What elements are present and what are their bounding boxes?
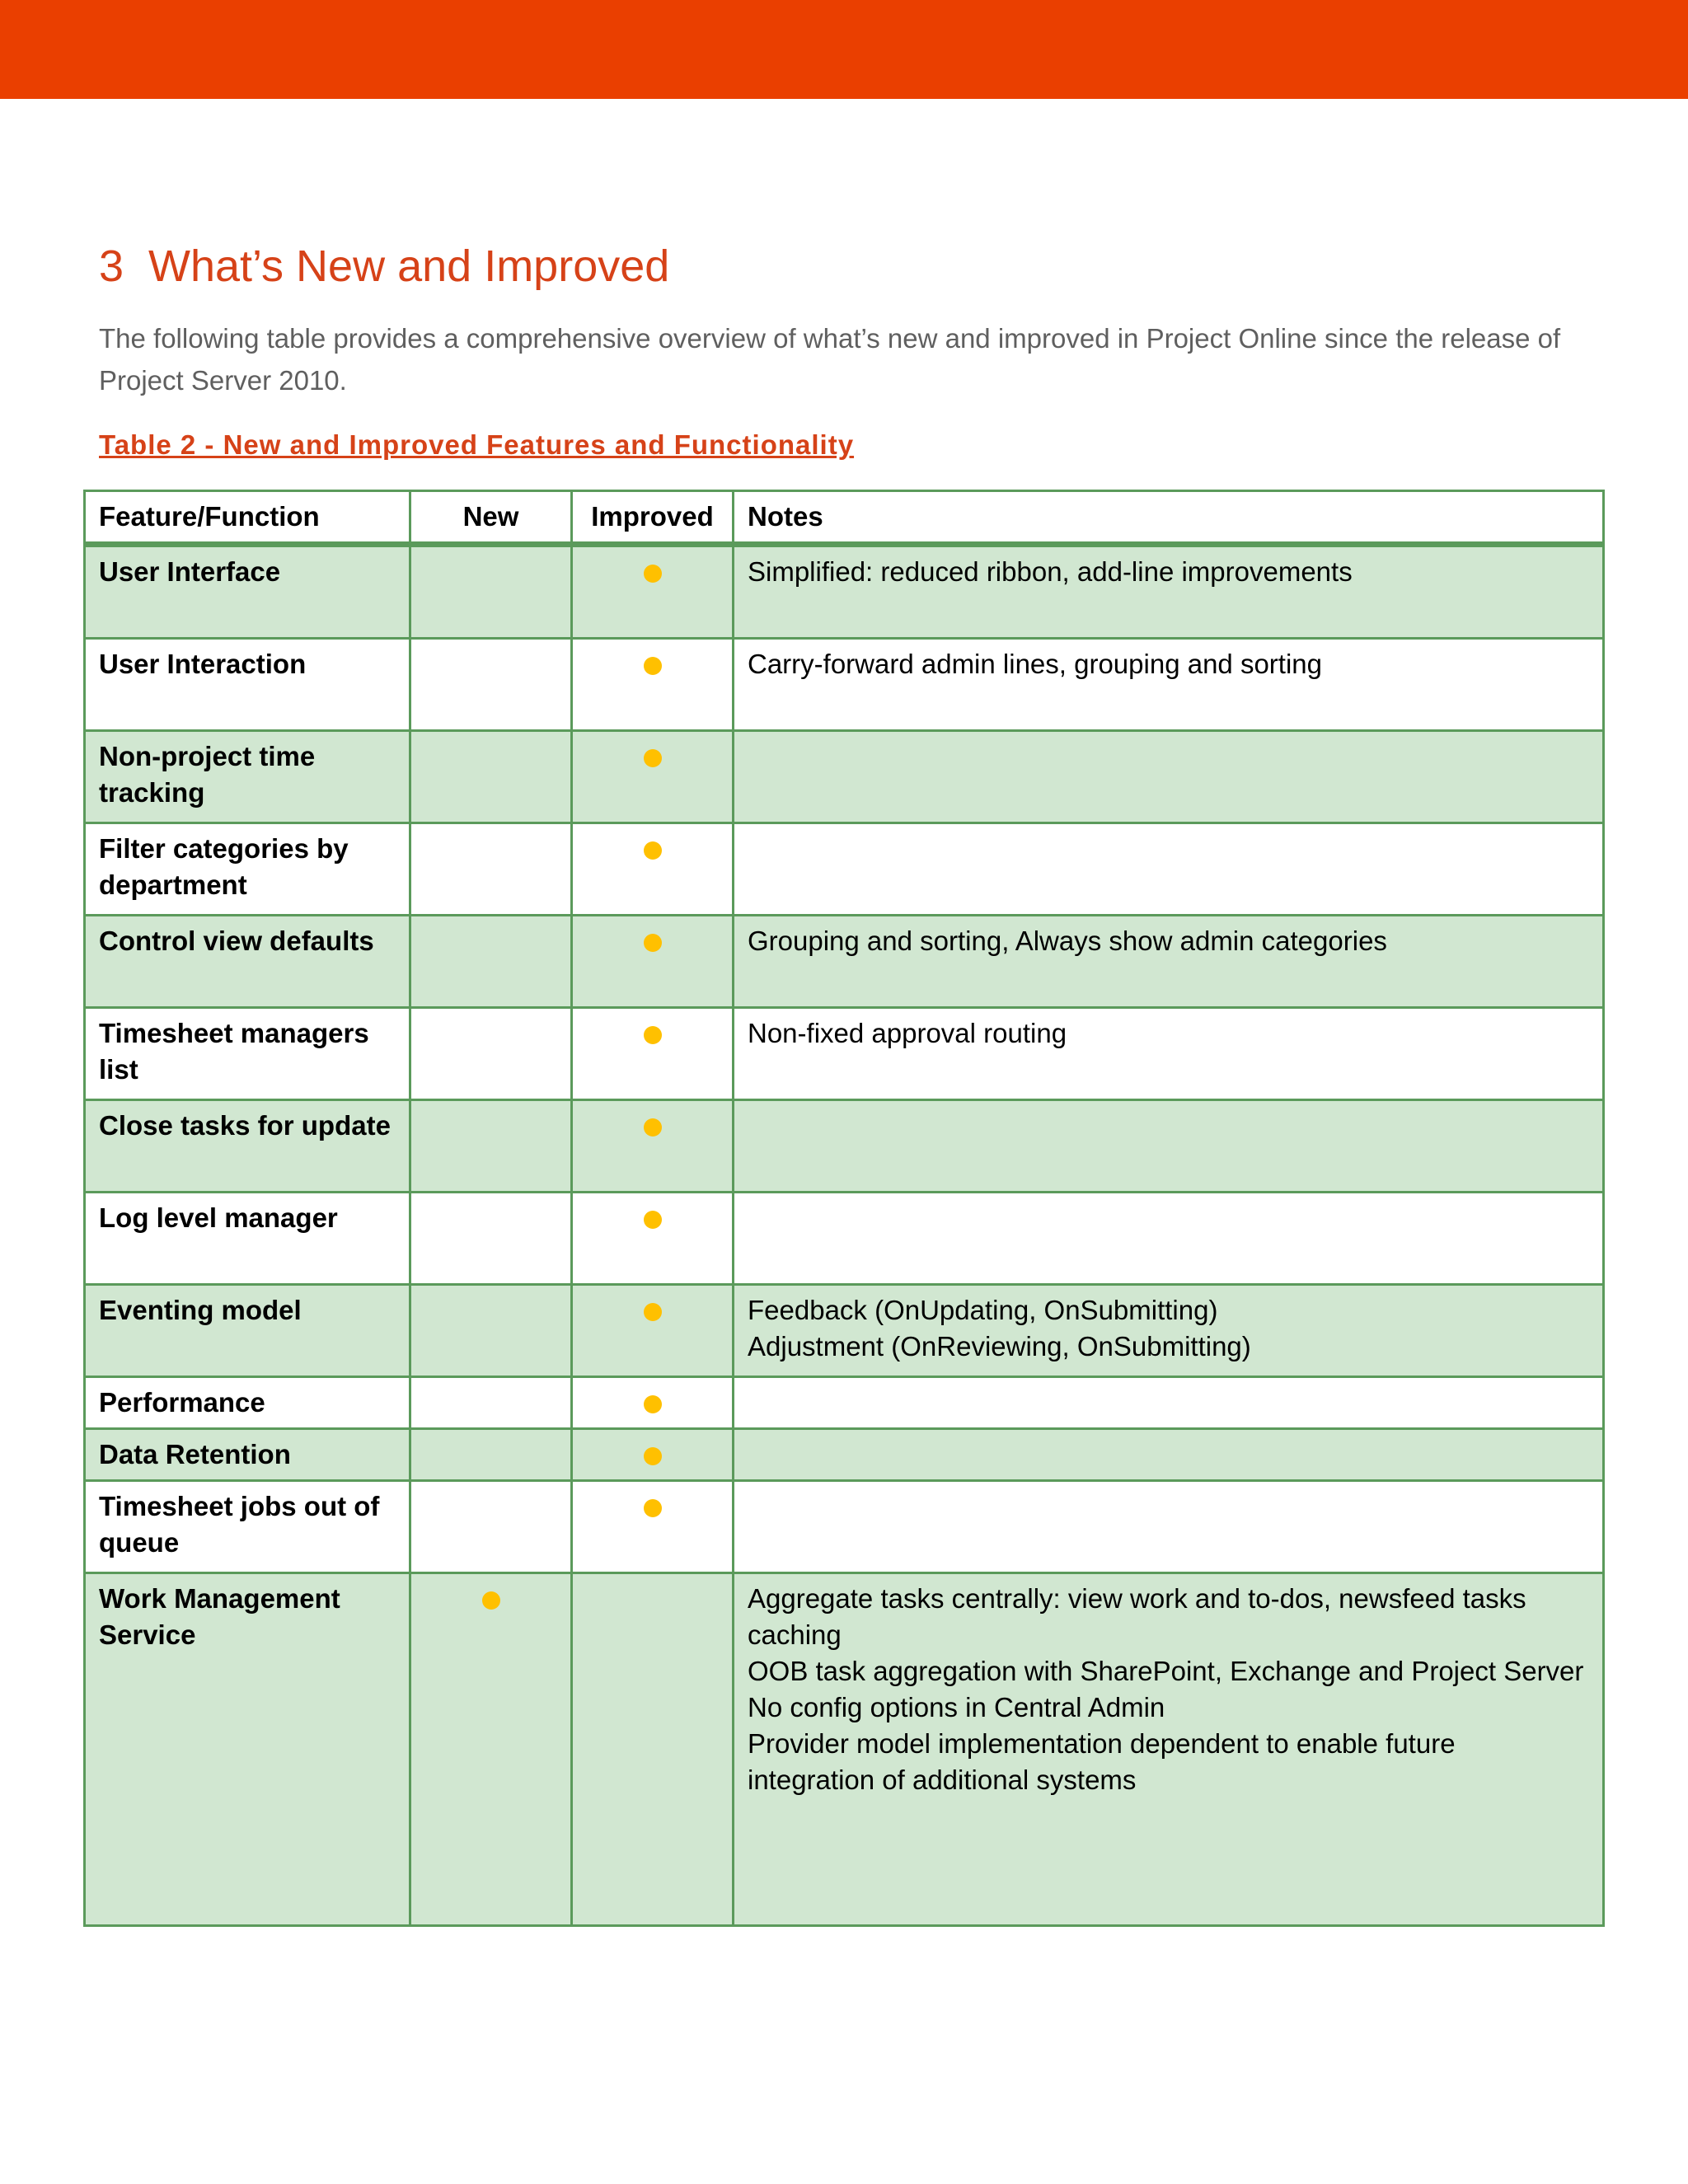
note-line: Non-fixed approval routing <box>748 1018 1067 1048</box>
feature-cell: Work Management Service <box>85 1573 410 1926</box>
dot-icon <box>644 1303 662 1321</box>
note-line: OOB task aggregation with SharePoint, Exchange and Project Server <box>748 1656 1584 1686</box>
improved-cell <box>572 1100 734 1193</box>
dot-icon <box>644 841 662 860</box>
section-heading <box>99 237 669 295</box>
new-cell <box>410 1429 572 1481</box>
new-cell <box>410 1573 572 1926</box>
header-feature: Feature/Function <box>85 491 410 545</box>
feature-cell: Control view defaults <box>85 916 410 1008</box>
table-header-row <box>85 491 1604 545</box>
new-cell <box>410 545 572 639</box>
header-notes: Notes <box>734 491 1604 545</box>
feature-cell: User Interface <box>85 545 410 639</box>
table-row <box>85 823 1604 916</box>
feature-cell: Timesheet jobs out of queue <box>85 1481 410 1573</box>
new-cell <box>410 1481 572 1573</box>
dot-icon <box>644 749 662 767</box>
notes-cell <box>734 916 1604 1008</box>
table-row <box>85 1193 1604 1285</box>
dot-icon <box>644 1118 662 1137</box>
intro-paragraph: The following table provides a comprehensive overview of what’s new and improved in Project Online since the release of Project Server 2010. <box>99 323 1561 396</box>
notes-cell <box>734 1008 1604 1100</box>
feature-cell: Log level manager <box>85 1193 410 1285</box>
feature-cell: Close tasks for update <box>85 1100 410 1193</box>
dot-icon <box>644 657 662 675</box>
new-cell <box>410 916 572 1008</box>
table-row <box>85 639 1604 731</box>
improved-cell <box>572 1377 734 1429</box>
notes-cell <box>734 823 1604 916</box>
improved-cell <box>572 1008 734 1100</box>
note-line: Carry-forward admin lines, grouping and sorting <box>748 649 1322 679</box>
header-new: New <box>410 491 572 545</box>
section-number: 3 <box>99 241 124 291</box>
notes-cell <box>734 545 1604 639</box>
notes-cell <box>734 1377 1604 1429</box>
notes-cell <box>734 1481 1604 1573</box>
notes-cell <box>734 1429 1604 1481</box>
notes-cell <box>734 731 1604 823</box>
table-row <box>85 1481 1604 1573</box>
table-row <box>85 1429 1604 1481</box>
feature-cell: Data Retention <box>85 1429 410 1481</box>
dot-icon <box>644 934 662 952</box>
table-row <box>85 1008 1604 1100</box>
note-line: Grouping and sorting, Always show admin categories <box>748 926 1387 956</box>
table-row <box>85 545 1604 639</box>
dot-icon <box>644 1211 662 1229</box>
notes-cell <box>734 1100 1604 1193</box>
table-caption: Table 2 - New and Improved Features and Functionality <box>99 429 855 460</box>
header-band <box>0 0 1688 99</box>
improved-cell <box>572 731 734 823</box>
new-cell <box>410 823 572 916</box>
note-line: Simplified: reduced ribbon, add-line improvements <box>748 556 1353 587</box>
feature-cell: Eventing model <box>85 1285 410 1377</box>
note-line: Feedback (OnUpdating, OnSubmitting) <box>748 1295 1218 1325</box>
table-row <box>85 1377 1604 1429</box>
improved-cell <box>572 545 734 639</box>
table-row <box>85 1573 1604 1926</box>
new-cell <box>410 1008 572 1100</box>
dot-icon <box>644 1026 662 1044</box>
feature-cell: Non-project time tracking <box>85 731 410 823</box>
dot-icon <box>644 1395 662 1413</box>
notes-cell <box>734 1285 1604 1377</box>
dot-icon <box>482 1591 500 1610</box>
note-line: No config options in Central Admin <box>748 1692 1165 1722</box>
new-cell <box>410 1377 572 1429</box>
new-cell <box>410 639 572 731</box>
note-line: Aggregate tasks centrally: view work and to-dos, newsfeed tasks caching <box>748 1583 1526 1650</box>
new-cell <box>410 1285 572 1377</box>
table-row <box>85 1285 1604 1377</box>
improved-cell <box>572 1481 734 1573</box>
notes-cell <box>734 1573 1604 1926</box>
features-table <box>83 490 1605 1927</box>
dot-icon <box>644 1447 662 1465</box>
improved-cell <box>572 1573 734 1926</box>
improved-cell <box>572 823 734 916</box>
table-row <box>85 1100 1604 1193</box>
improved-cell <box>572 1193 734 1285</box>
improved-cell <box>572 639 734 731</box>
dot-icon <box>644 1499 662 1517</box>
note-line: Provider model implementation dependent to enable future integration of additional systems <box>748 1728 1456 1795</box>
improved-cell <box>572 916 734 1008</box>
new-cell <box>410 1100 572 1193</box>
new-cell <box>410 731 572 823</box>
header-improved: Improved <box>572 491 734 545</box>
section-title: What’s New and Improved <box>148 241 670 291</box>
feature-cell: Timesheet managers list <box>85 1008 410 1100</box>
note-line: Adjustment (OnReviewing, OnSubmitting) <box>748 1331 1251 1361</box>
table-row <box>85 916 1604 1008</box>
new-cell <box>410 1193 572 1285</box>
feature-cell: User Interaction <box>85 639 410 731</box>
feature-cell: Filter categories by department <box>85 823 410 916</box>
notes-cell <box>734 639 1604 731</box>
table-row <box>85 731 1604 823</box>
dot-icon <box>644 565 662 583</box>
improved-cell <box>572 1429 734 1481</box>
notes-cell <box>734 1193 1604 1285</box>
feature-cell: Performance <box>85 1377 410 1429</box>
improved-cell <box>572 1285 734 1377</box>
